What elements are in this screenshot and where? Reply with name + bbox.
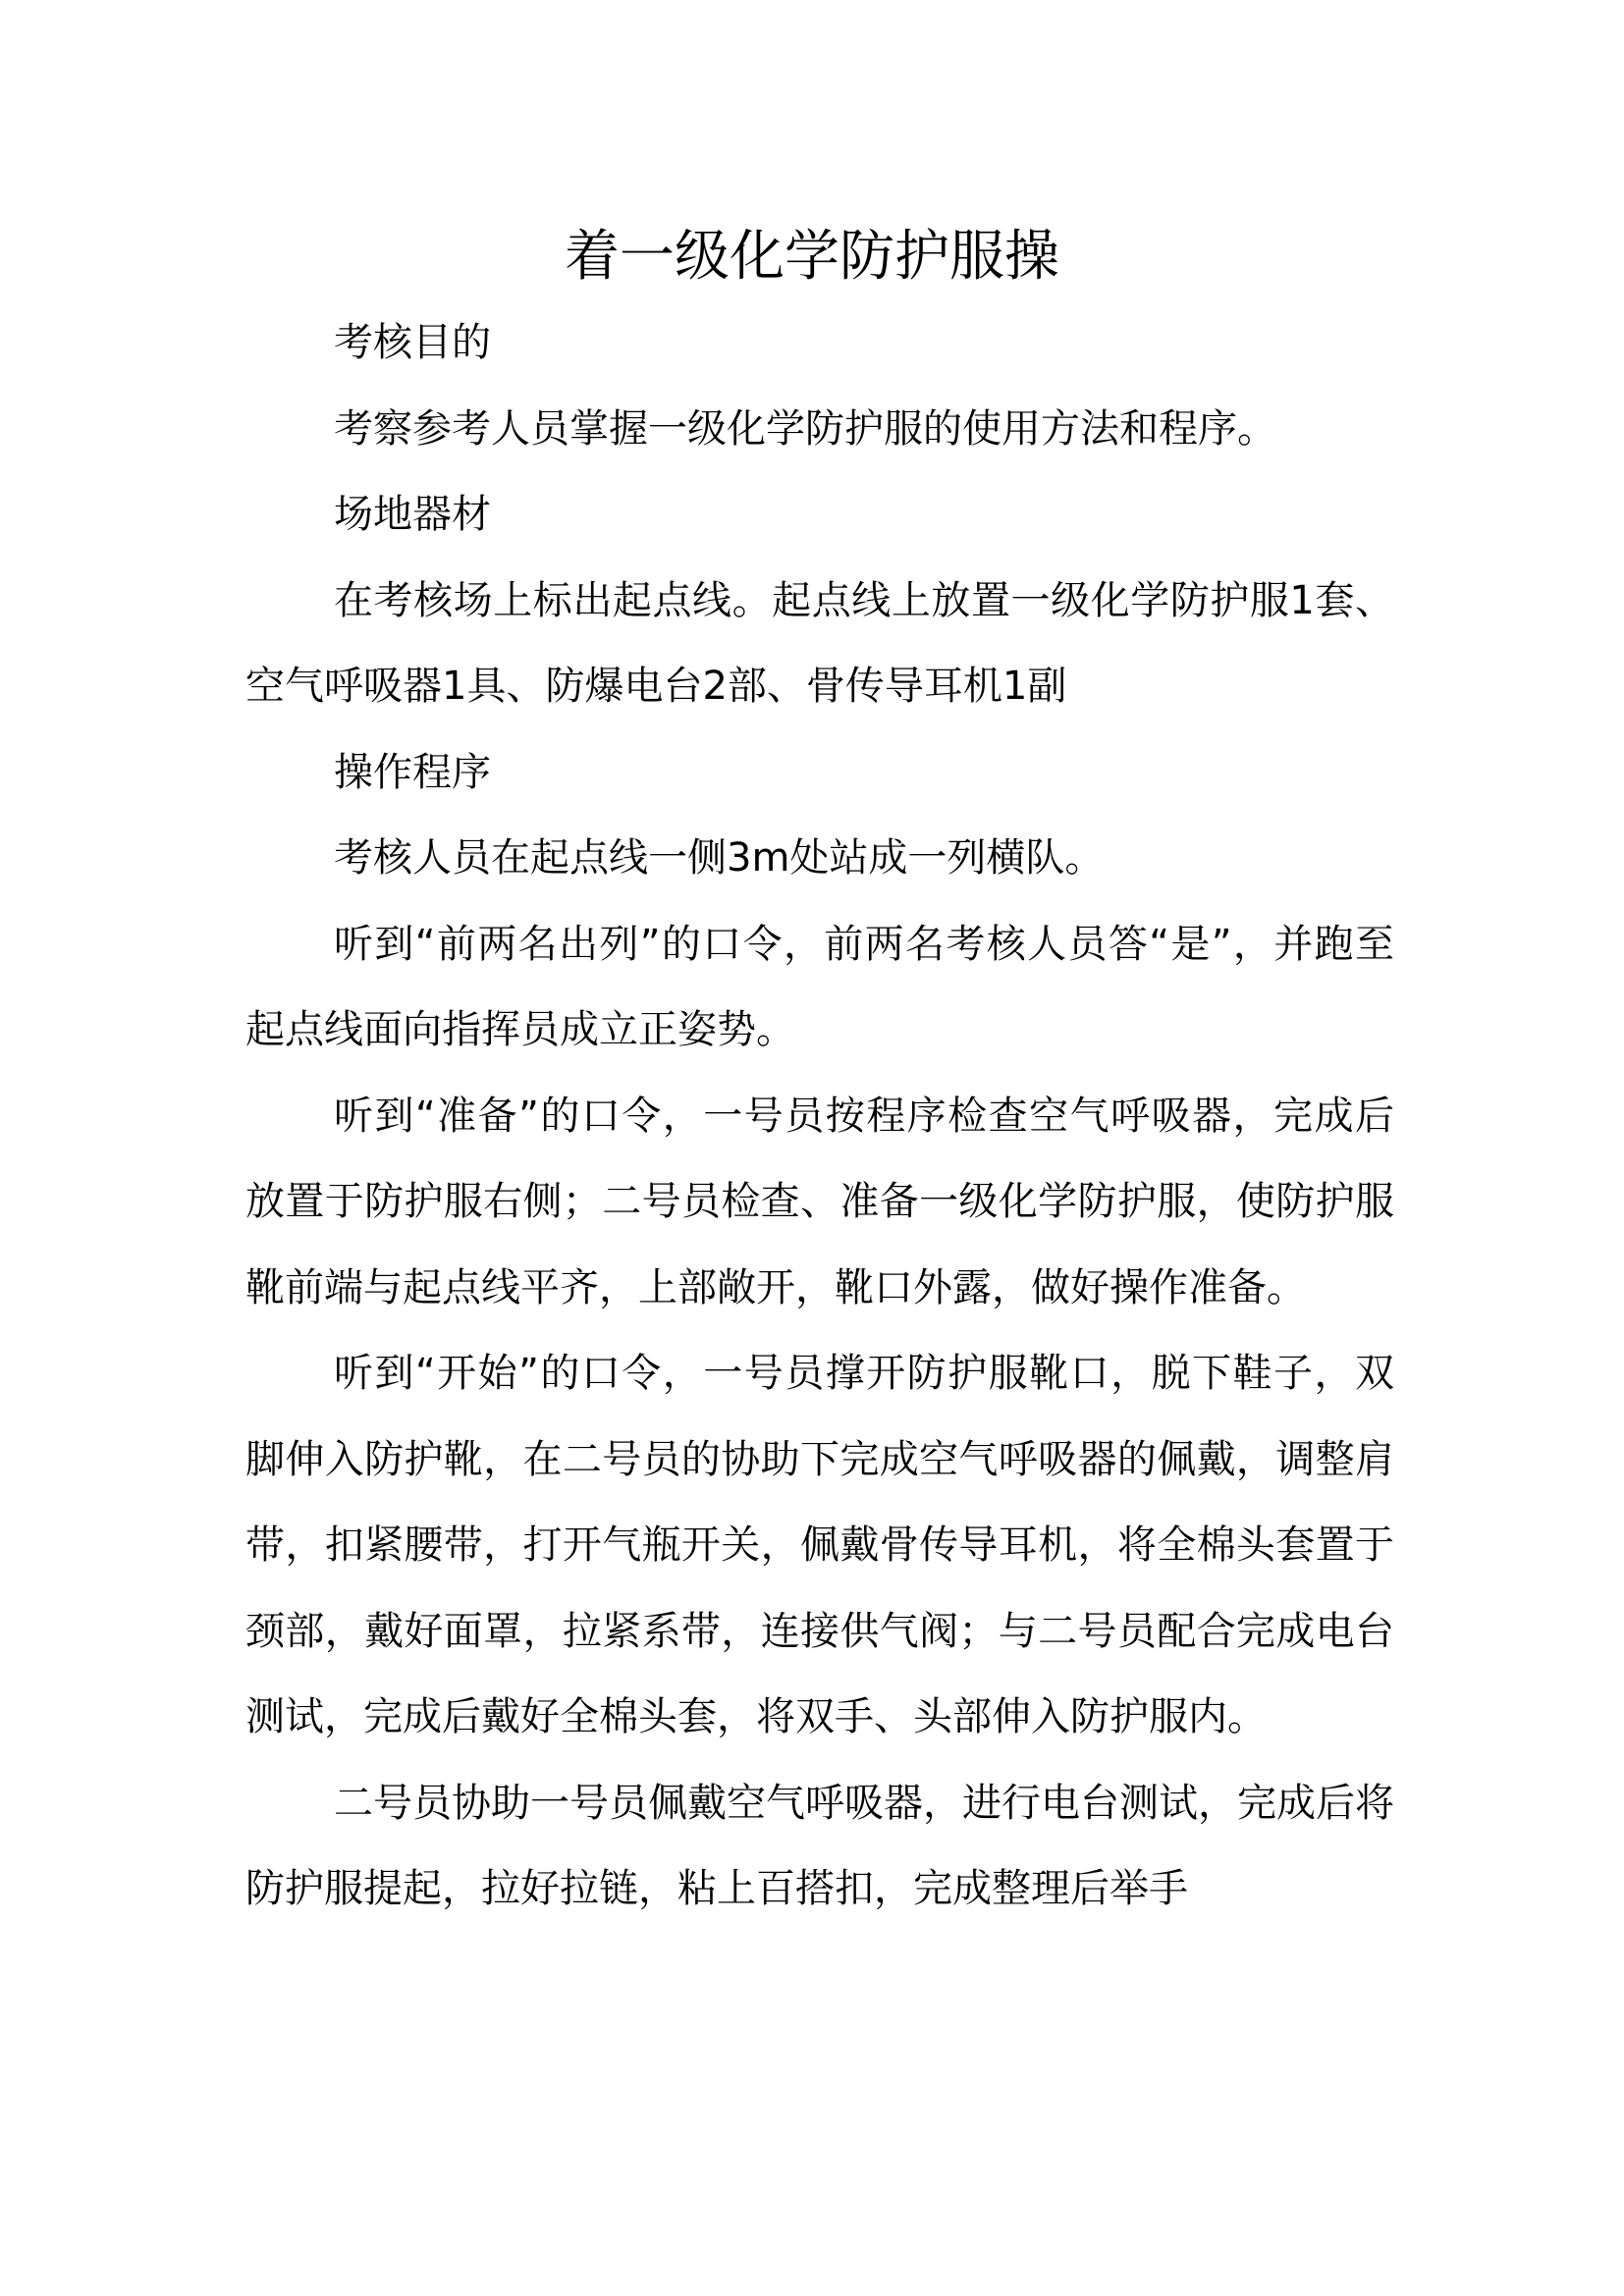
paragraph-procedure-assist: 二号员协助一号员佩戴空气呼吸器，进行电台测试，完成后将防护服提起，拉好拉链，粘上百搭扣，完成整理后举手 [245, 1780, 1394, 1911]
paragraph-procedure-step-out: 听到“前两名出列”的口令，前两名考核人员答“是”，并跑至起点线面向指挥员成立正姿势。 [245, 921, 1394, 1052]
document-title: 着一级化学防护服操 [565, 225, 1059, 289]
paragraph-purpose: 考察参考人员掌握一级化学防护服的使用方法和程序。 [334, 405, 1276, 452]
paragraph-procedure-prepare: 听到“准备”的口令，一号员按程序检查空气呼吸器，完成后放置于防护服右侧；二号员检查、准备一级化学防护服，使防护服靴前端与起点线平齐，上部敞开，靴口外露，做好操作准备。 [245, 1093, 1394, 1310]
document-body [245, 300, 1394, 1933]
paragraph-procedure-start: 听到“开始”的口令，一号员撑开防护服靴口，脱下鞋子，双脚伸入防护靴，在二号员的协助下完成空气呼吸器的佩戴，调整肩带，扣紧腰带，打开气瓶开关，佩戴骨传导耳机，将全棉头套置于颈部，戴好面罩，拉紧系带，连接供气阀；与二号员配合完成电台测试，完成后戴好全棉头套，将双手、头部伸入防护服内。 [245, 1351, 1394, 1739]
section-heading-procedure: 操作程序 [334, 749, 491, 795]
section-heading-equipment: 场地器材 [334, 492, 491, 537]
paragraph-equipment: 在考核场上标出起点线。起点线上放置一级化学防护服1套、空气呼吸器1具、防爆电台2部、骨传导耳机1副 [245, 577, 1394, 709]
section-heading-purpose: 考核目的 [334, 320, 491, 365]
paragraph-procedure-line-up: 考核人员在起点线一侧3m处站成一列横队。 [334, 835, 1105, 881]
